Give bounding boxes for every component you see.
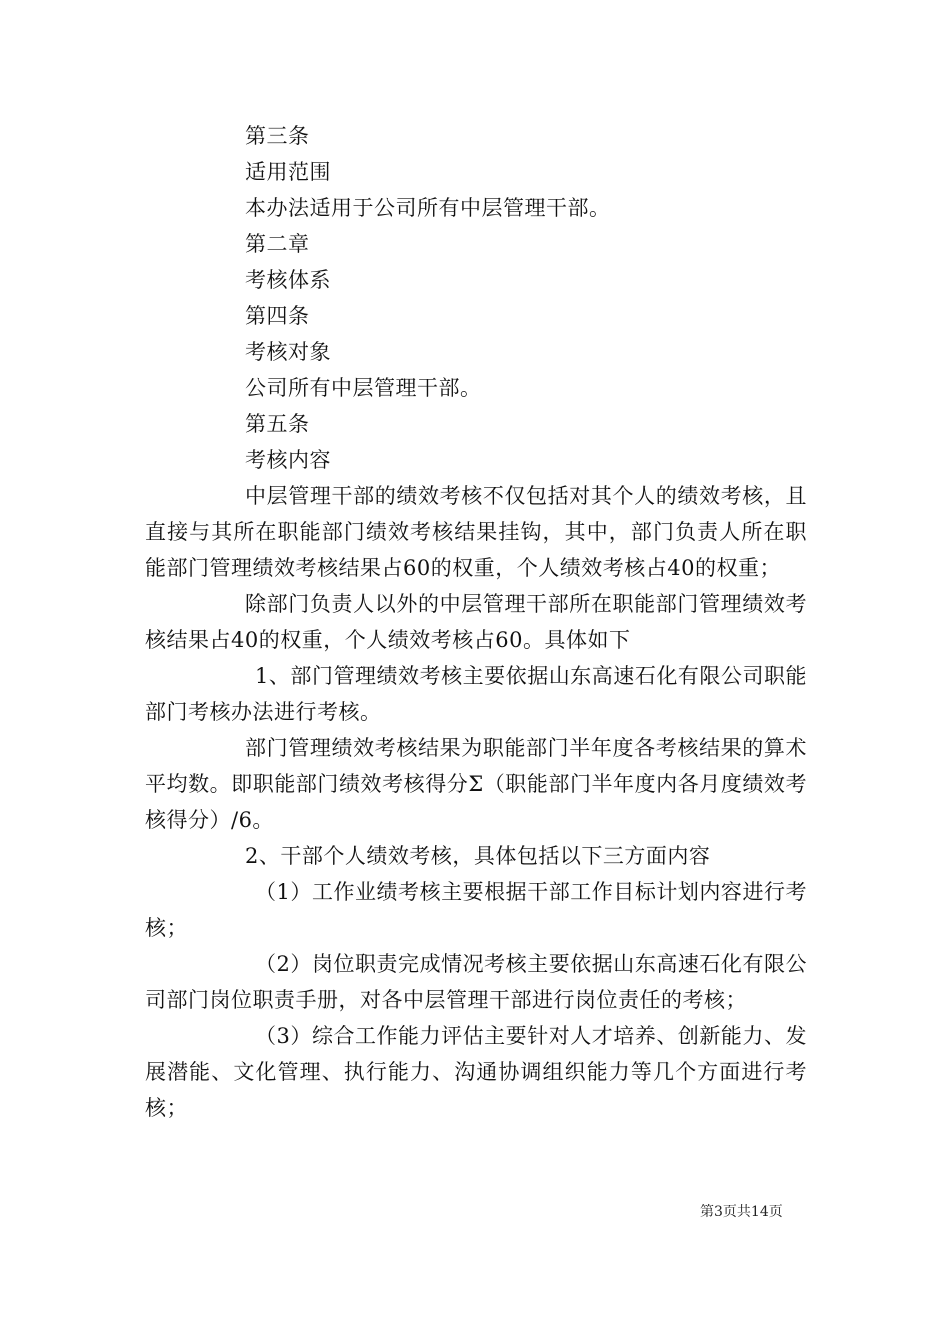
chapter-title: 考核体系 [245, 268, 331, 292]
article-title: 适用范围 [245, 160, 331, 184]
chapter-heading: 第二章 [245, 232, 310, 256]
paragraph: 中层管理干部的绩效考核不仅包括对其个人的绩效考核，且直接与其所在职能部门绩效考核结果挂钩，其中，部门负责人所在职能部门管理绩效考核结果占60的权重，个人绩效考核占40的权重； [145, 484, 807, 580]
document-body [145, 118, 807, 1126]
body-line: 本办法适用于公司所有中层管理干部。 [245, 196, 611, 220]
paragraph-item: 1、部门管理绩效考核主要依据山东高速石化有限公司职能部门考核办法进行考核。 [145, 664, 807, 724]
body-line: 公司所有中层管理干部。 [245, 376, 482, 400]
paragraph-subitem: （3）综合工作能力评估主要针对人才培养、创新能力、发展潜能、文化管理、执行能力、沟通协调组织能力等几个方面进行考核； [145, 1024, 807, 1120]
article-heading: 第三条 [245, 124, 310, 148]
article-title: 考核内容 [245, 448, 331, 472]
paragraph-subitem: （2）岗位职责完成情况考核主要依据山东高速石化有限公司部门岗位职责手册，对各中层管理干部进行岗位责任的考核； [145, 952, 807, 1012]
page-number-footer: 第3页共14页 [700, 1204, 783, 1220]
article-heading: 第四条 [245, 304, 310, 328]
paragraph-subitem: （1）工作业绩考核主要根据干部工作目标计划内容进行考核； [145, 880, 807, 940]
article-heading: 第五条 [245, 412, 310, 436]
paragraph: 部门管理绩效考核结果为职能部门半年度各考核结果的算术平均数。即职能部门绩效考核得分Σ（职能部门半年度内各月度绩效考核得分）/6。 [145, 736, 807, 832]
article-title: 考核对象 [245, 340, 331, 364]
paragraph: 除部门负责人以外的中层管理干部所在职能部门管理绩效考核结果占40的权重，个人绩效考核占60。具体如下 [145, 592, 807, 652]
paragraph-item: 2、干部个人绩效考核，具体包括以下三方面内容 [245, 844, 711, 868]
